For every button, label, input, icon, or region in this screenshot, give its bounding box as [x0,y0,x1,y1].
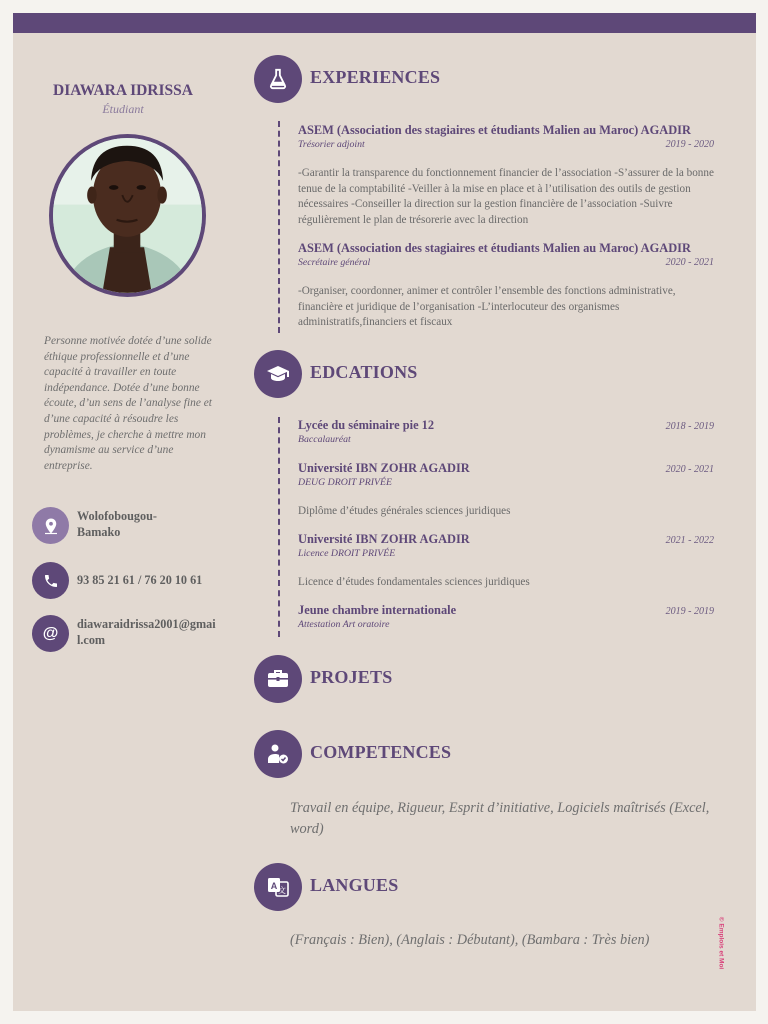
profile-summary: Personne motivée dotée d’une solide éthique professionnelle et d’une capacité à travailler en toute indépendance. Dotée d’une bonne écoute, d’un sens de l’analyse fine et d’une capacité à résoudre les problèmes, je cherche à mettre mon dynamisme au service d’une entreprise. [44,335,212,472]
education-degree: DEUG DROIT PRIVÉE [298,477,392,488]
experience-role: Secrétaire général [298,257,371,268]
at-sign-icon: @ [32,615,69,652]
experience-title: ASEM (Association des stagiaires et étudiants Malien au Maroc) AGADIR [298,123,691,137]
watermark [713,913,729,973]
experience-description: -Garantir la transparence du fonctionnement financier de l’association -S’assurer de la bonne tenue de la comptabilité -Veiller à la mise en place et à l’utilisation des outils de gestion nécessaires -Conseiller la direction sur la gestion financière de l’association -Suivre régulièrement le plan de trésorerie avec la direction [298,167,714,227]
education-entry [298,603,714,632]
phone-icon [32,562,69,599]
svg-text:文: 文 [278,886,286,895]
portrait-illustration [53,138,202,293]
education-date: 2020 - 2021 [665,464,714,475]
experience-role: Trésorier adjoint [298,139,365,150]
education-description: Diplôme d’études générales sciences juridiques [298,505,511,517]
person-badge-icon [254,730,302,778]
educations-title: EDCATIONS [310,362,418,382]
contact-email-text: diawaraidrissa2001@gmail.com [77,617,216,647]
education-entry [298,532,714,561]
experience-title: ASEM (Association des stagiaires et étudiants Malien au Maroc) AGADIR [298,241,691,255]
experience-date: 2020 - 2021 [665,257,714,268]
languages-text: (Français : Bien), (Anglais : Débutant), (Bambara : Très bien) [290,932,650,948]
contact-phone [32,562,227,599]
education-date: 2019 - 2019 [665,606,714,617]
experiences-timeline [278,121,280,333]
education-entry [298,418,714,447]
experiences-title: EXPERIENCES [310,67,441,87]
profile-photo [49,134,206,297]
graduation-cap-icon [254,350,302,398]
experience-entry [298,123,714,152]
watermark-text: © Emplois et Moi [717,916,725,970]
translate-icon [254,863,302,911]
education-title: Lycée du séminaire pie 12 [298,418,435,432]
education-date: 2021 - 2022 [665,535,714,546]
briefcase-icon [254,655,302,703]
education-entry [298,461,714,490]
experience-description: -Organiser, coordonner, animer et contrôler l’ensemble des fonctions administrative, financière et juridique de l’organisation -L’interlocuteur des organismes administratifs,financiers et fiscaux [298,285,676,329]
resume-page [13,13,756,1011]
header-bar [13,13,756,33]
education-title: Jeune chambre internationale [298,603,457,617]
education-title: Université IBN ZOHR AGADIR [298,461,470,475]
educations-timeline [278,417,280,637]
profile-name: DIAWARA IDRISSA [53,82,193,99]
education-description: Licence d’études fondamentales sciences juridiques [298,576,530,588]
education-degree: Licence DROIT PRIVÉE [298,548,396,559]
education-degree: Attestation Art oratoire [298,619,390,630]
education-title: Université IBN ZOHR AGADIR [298,532,470,546]
education-date: 2018 - 2019 [665,421,714,432]
experience-entry [298,241,714,270]
skills-title: COMPETENCES [310,742,452,762]
svg-text:A: A [270,881,278,891]
experience-date: 2019 - 2020 [665,139,714,150]
contact-phone-text: 93 85 21 61 / 76 20 10 61 [77,573,203,587]
languages-title: LANGUES [310,875,399,895]
contact-address-text: Wolofobougou-Bamako [77,509,157,539]
projects-title: PROJETS [310,667,393,687]
skills-text: Travail en équipe, Rigueur, Esprit d’initiative, Logiciels maîtrisés (Excel, word) [290,800,710,837]
profile-role: Étudiant [102,102,144,116]
contact-email [32,615,217,652]
flask-icon [254,55,302,103]
location-pin-icon [32,507,69,544]
education-degree: Baccalauréat [298,434,351,445]
contact-address [32,507,187,544]
